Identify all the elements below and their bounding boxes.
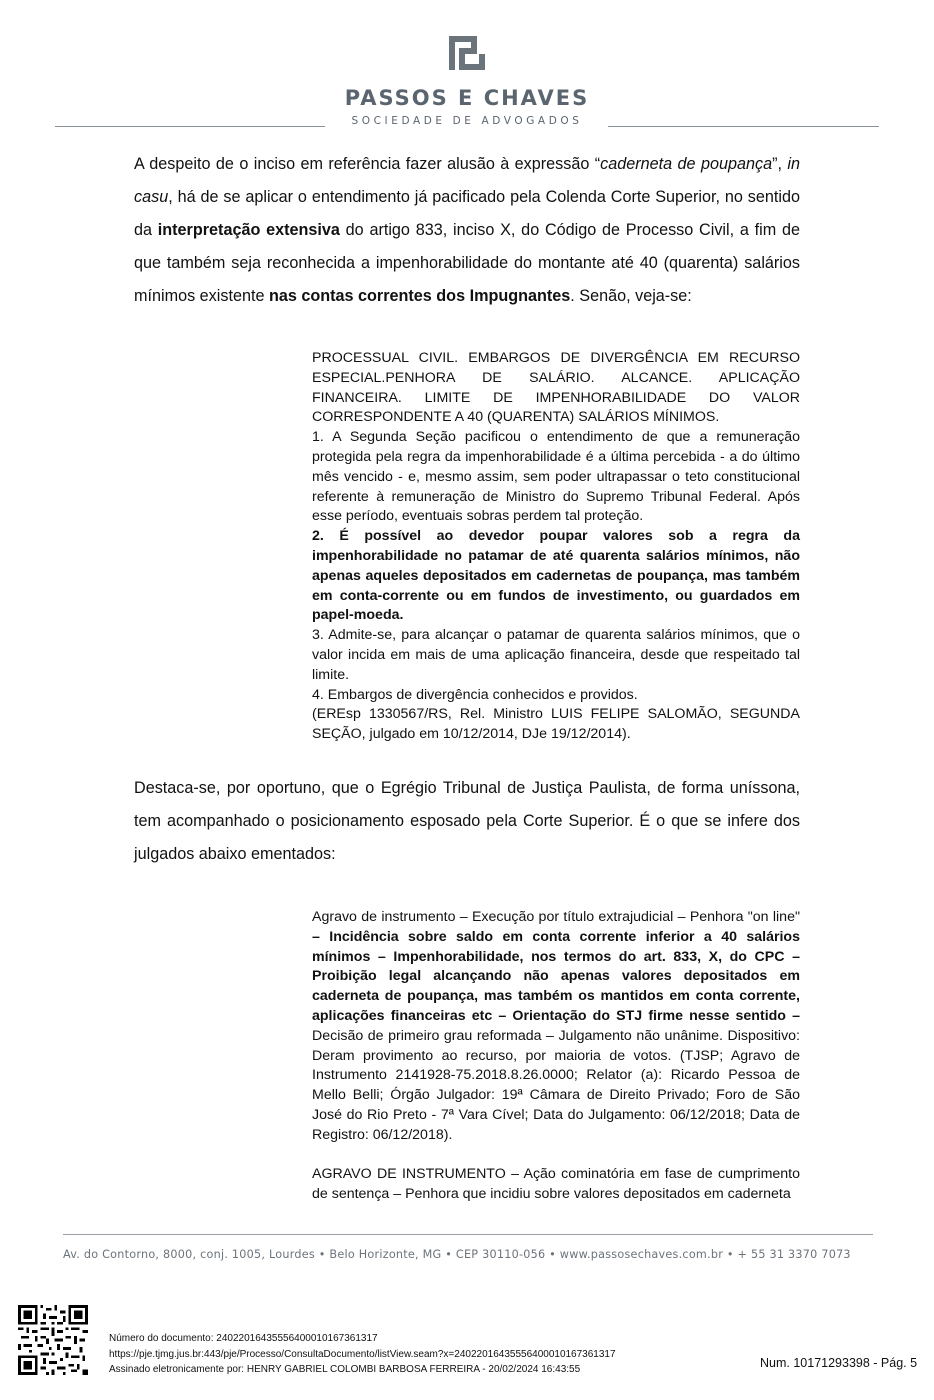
firm-logo-icon [449, 36, 485, 70]
p1-text-5: . Senão, veja-se: [570, 287, 692, 305]
p1-text-4: do artigo 833, inciso X, do Código de Processo Civil, a fim de que também seja reconhecida a impenhorabilidade do montante até 40 (quarenta) salários mínimos existente [134, 221, 800, 305]
qr-code-icon [18, 1305, 88, 1375]
p1-bold-2: nas contas correntes dos Impugnantes [268, 287, 571, 305]
firm-subtitle: SOCIEDADE DE ADVOGADOS [351, 115, 583, 127]
p1-text-1: A despeito de o inciso em referência fazer alusão à expressão “ [134, 155, 601, 173]
p1-text-3: , há de se aplicar o entendimento já pacificado pela Colenda Corte Superior, no sentido da [134, 188, 800, 239]
quote3-text: AGRAVO DE INSTRUMENTO – Ação cominatória em fase de cumprimento de sentença – Penhora que incidiu sobre valores depositados em caderneta [312, 1166, 800, 1202]
footer-address: Av. do Contorno, 8000, conj. 1005, Lourdes • Belo Horizonte, MG • CEP 30110-056 • www.passosechaves.com.br • + 55 31 3370 7073 [63, 1248, 851, 1261]
case-law-quote-3 [312, 1165, 800, 1205]
body-paragraph-2: Destaca-se, por oportuno, que o Egrégio Tribunal de Justiça Paulista, de forma uníssona, tem acompanhado o posicionamento esposado pela Corte Superior. É o que se infere dos julgados abaixo ementados: [134, 779, 800, 863]
footer-divider [63, 1234, 873, 1235]
quote1-heading: PROCESSUAL CIVIL. EMBARGOS DE DIVERGÊNCIA EM RECURSO ESPECIAL.PENHORA DE SALÁRIO. ALCANCE. APLICAÇÃO FINANCEIRA. LIMITE DE IMPENHORABILIDADE DO VALOR CORRESPONDENTE A 40 (QUARENTA) SALÁRIOS MÍNIMOS. [312, 350, 800, 426]
case-law-quote-1 [312, 349, 800, 745]
quote2-bold: – Incidência sobre saldo em conta corrente inferior a 40 salários mínimos – Impenhorabilidade, nos termos do art. 833, X, do CPC – Proibição legal alcançando não apenas valores depositados em caderneta de poupança, mas também os mantidos em conta corrente, aplicações financeiras etc – Orientação do STJ firme nesse sentido – [312, 928, 800, 1024]
signature-info: Assinado eletronicamente por: HENRY GABRIEL COLOMBI BARBOSA FERREIRA - 20/02/2024 16:43:55 [109, 1364, 581, 1375]
p1-text-2: ”, [772, 155, 788, 173]
quote1-item-2: 2. É possível ao devedor poupar valores sob a regra da impenhorabilidade no patamar de até quarenta salários mínimos, não apenas aqueles depositados em cadernetas de poupança, mas também em conta-corrente ou em fundos de investimento, ou guardados em papel-moeda. [312, 528, 800, 624]
case-law-quote-2 [312, 908, 800, 1146]
page-number: Num. 10171293398 - Pág. 5 [760, 1356, 918, 1370]
quote1-item-4: 4. Embargos de divergência conhecidos e providos. [312, 686, 638, 703]
quote1-citation: (EREsp 1330567/RS, Rel. Ministro LUIS FELIPE SALOMÃO, SEGUNDA SEÇÃO, julgado em 10/12/2014, DJe 19/12/2014). [312, 706, 800, 743]
body-paragraph-1 [134, 148, 800, 313]
document-url: https://pje.tjmg.jus.br:443/pje/Processo/ConsultaDocumento/listView.seam?x=24022016435556400010167361317 [109, 1348, 616, 1360]
document-number: Número do documento: 24022016435556400010167361317 [109, 1333, 378, 1344]
document-metadata [109, 1331, 616, 1378]
p1-italic-2: in casu [134, 155, 800, 206]
quote1-item-1: 1. A Segunda Seção pacificou o entendimento de que a remuneração protegida pela regra da impenhorabilidade é a última percebida - a do último mês vencido - e, mesmo assim, sem poder ultrapassar o teto constitucional referente à remuneração de Ministro do Supremo Tribunal Federal. Após esse período, eventuais sobras perdem tal proteção. [312, 429, 800, 525]
quote1-item-3: 3. Admite-se, para alcançar o patamar de quarenta salários mínimos, que o valor incida em mais de uma aplicação financeira, desde que respeitado tal limite. [312, 627, 800, 683]
quote2-text-1: Agravo de instrumento – Execução por título extrajudicial – Penhora "on line" [312, 909, 800, 925]
p1-italic-1: caderneta de poupança [600, 155, 773, 173]
firm-name: PASSOS E CHAVES [344, 86, 590, 110]
p1-bold-1: interpretação extensiva [157, 221, 340, 239]
quote2-text-2: Decisão de primeiro grau reformada – Julgamento não unânime. Dispositivo: Deram provimento ao recurso, por maioria de votos. (TJSP; Agravo de Instrumento 2141928-75.2018.8.26.0000; Relator (a): Ricardo Pessoa de Mello Belli; Órgão Julgador: 19ª Câmara de Direito Privado; Foro de São José do Rio Preto - 7ª Vara Cível; Data do Julgamento: 06/12/2018; Data de Registro: 06/12/2018). [312, 1027, 800, 1143]
